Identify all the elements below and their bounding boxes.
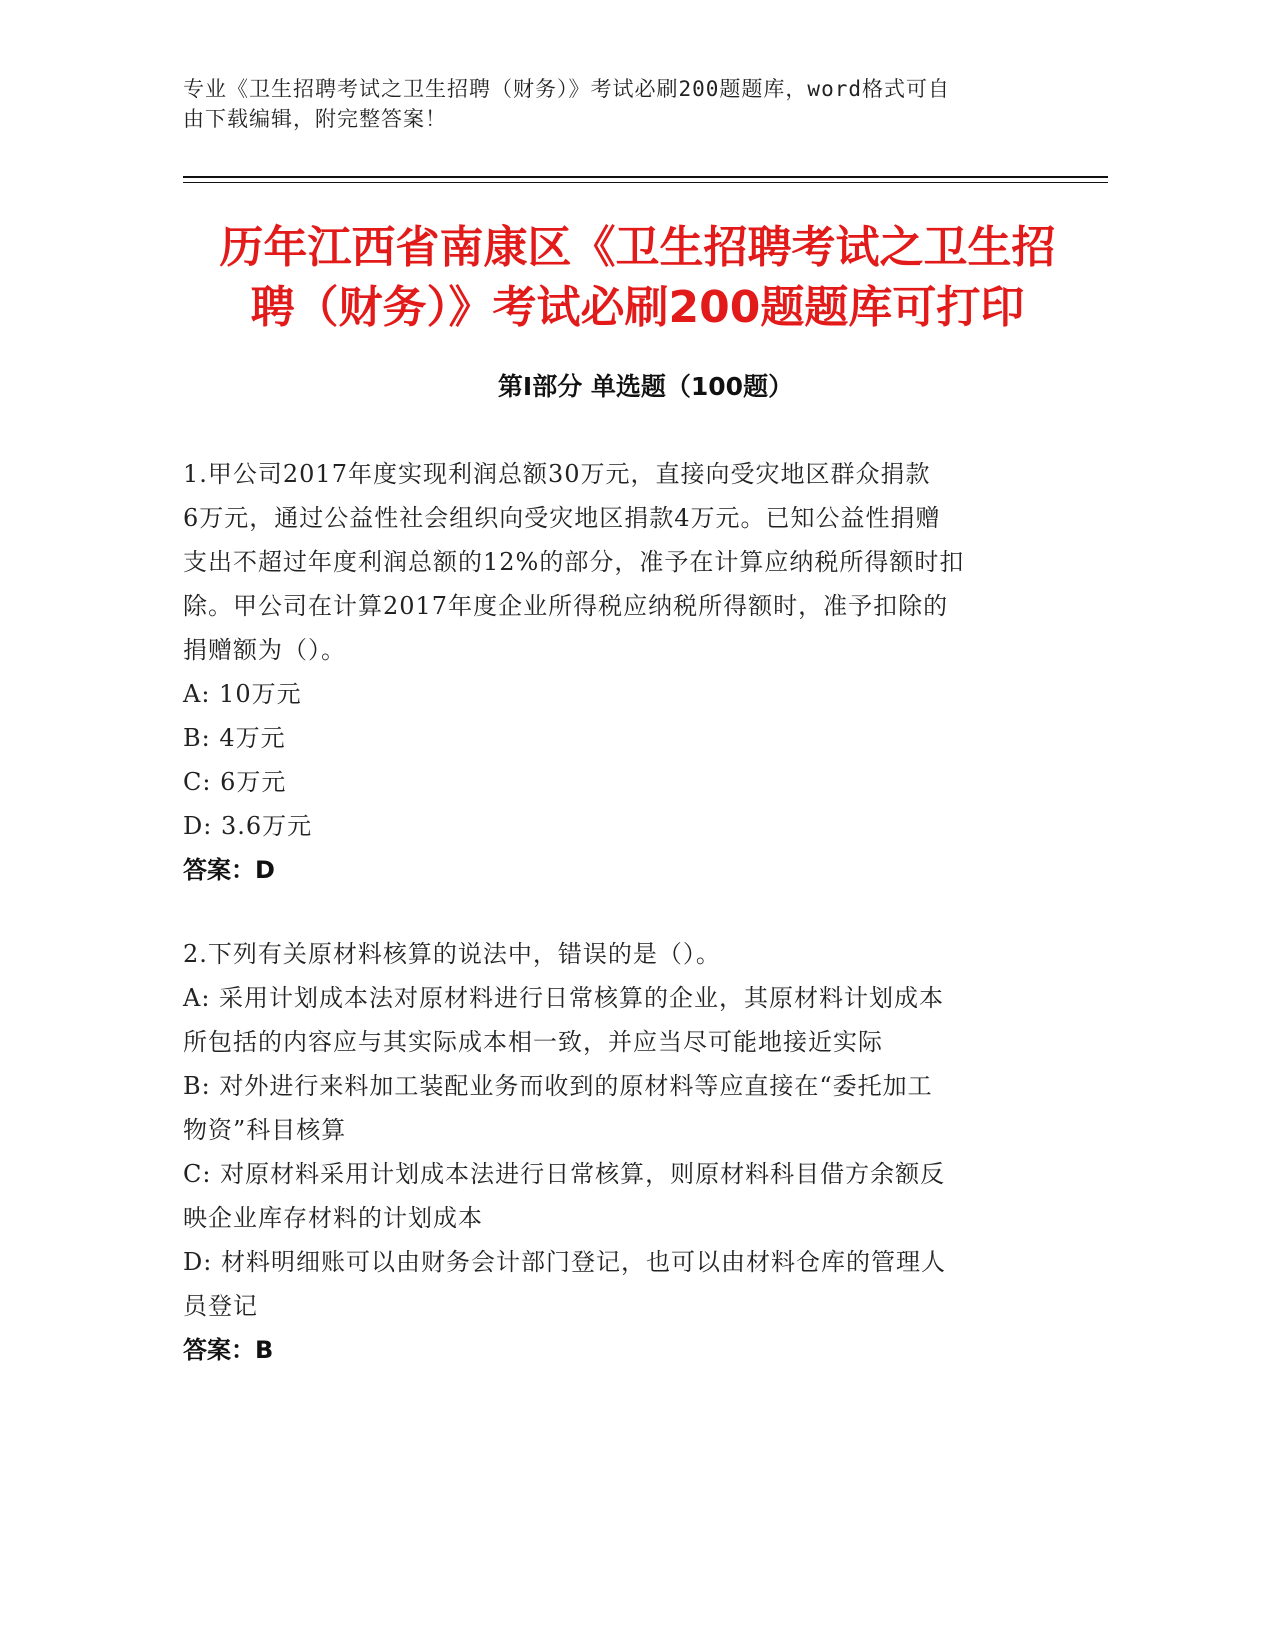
header-divider <box>183 176 1108 178</box>
answer: 答案：B <box>183 1336 274 1364</box>
title-line: 历年江西省南康区《卫生招聘考试之卫生招 <box>219 222 1056 273</box>
option-line: D: 材料明细账可以由财务会计部门登记，也可以由材料仓库的管理人 <box>183 1248 946 1276</box>
question-1 <box>183 452 1043 892</box>
header-note <box>183 74 1043 134</box>
question-2 <box>183 932 1043 1372</box>
document-title <box>150 218 1125 338</box>
question-stem-line: 2.下列有关原材料核算的说法中，错误的是（）。 <box>183 940 721 968</box>
option-line: B: 对外进行来料加工装配业务而收到的原材料等应直接在“委托加工 <box>183 1072 933 1100</box>
option-a: A: 10万元 <box>183 680 302 708</box>
option-line: C: 对原材料采用计划成本法进行日常核算，则原材料科目借方余额反 <box>183 1160 946 1188</box>
option-line: 员登记 <box>183 1292 258 1320</box>
option-b: B: 4万元 <box>183 724 286 752</box>
option-c: C: 6万元 <box>183 768 287 796</box>
question-stem-line: 捐赠额为（）。 <box>183 636 346 664</box>
option-line: 物资”科目核算 <box>183 1116 347 1144</box>
header-note-line: 专业《卫生招聘考试之卫生招聘（财务）》考试必刷200题题库，word格式可自 <box>183 77 950 101</box>
header-divider-thin <box>183 182 1108 183</box>
title-line: 聘（财务）》考试必刷200题题库可打印 <box>250 282 1025 333</box>
answer: 答案：D <box>183 856 275 884</box>
question-stem-line: 支出不超过年度利润总额的12%的部分，准予在计算应纳税所得额时扣 <box>183 548 965 576</box>
question-stem-line: 1.甲公司2017年度实现利润总额30万元，直接向受灾地区群众捐款 <box>183 460 931 488</box>
option-line: 映企业库存材料的计划成本 <box>183 1204 483 1232</box>
option-line: A: 采用计划成本法对原材料进行日常核算的企业，其原材料计划成本 <box>183 984 945 1012</box>
option-d: D: 3.6万元 <box>183 812 313 840</box>
header-note-line: 由下载编辑，附完整答案！ <box>183 107 447 131</box>
option-line: 所包括的内容应与其实际成本相一致，并应当尽可能地接近实际 <box>183 1028 883 1056</box>
section-heading: 第Ⅰ部分 单选题（100题） <box>497 372 794 401</box>
question-stem-line: 6万元，通过公益性社会组织向受灾地区捐款4万元。已知公益性捐赠 <box>183 504 941 532</box>
question-stem-line: 除。甲公司在计算2017年度企业所得税应纳税所得额时，准予扣除的 <box>183 592 949 620</box>
